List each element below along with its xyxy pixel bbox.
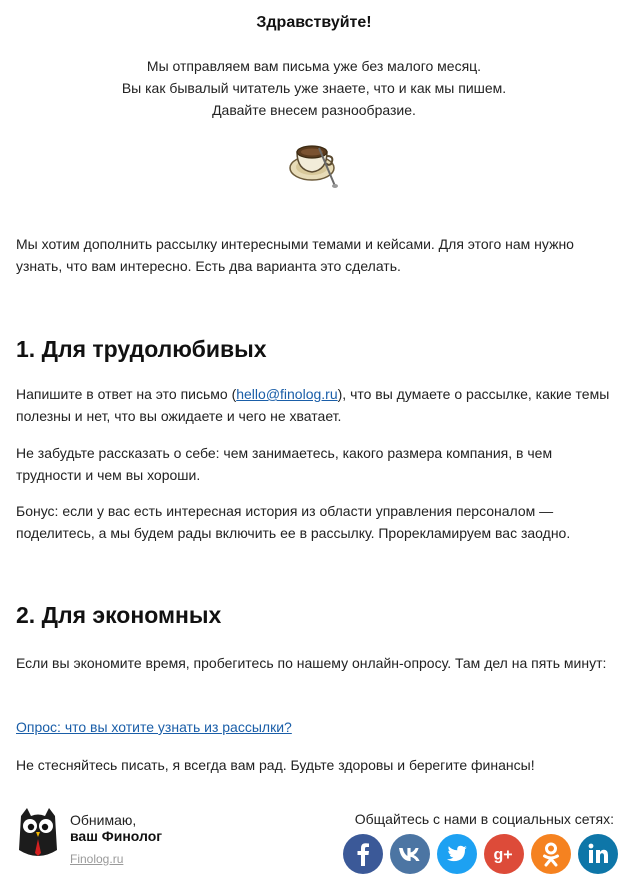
vk-icon[interactable] [390, 834, 430, 874]
section1-paragraph-2: Не забудьте рассказать о себе: чем занимаетесь, какого размера компания, в чем трудности и чем вы хороши. [16, 445, 553, 483]
text: Напишите в ответ на это письмо ( [16, 386, 237, 402]
site-link[interactable]: Finolog.ru [70, 852, 124, 866]
survey-link[interactable]: Опрос: что вы хотите узнать из рассылки? [16, 719, 292, 735]
section-heading: 2. Для экономных [16, 602, 222, 628]
intro-line: Вы как бывалый читатель уже знаете, что и как мы пишем. [121, 80, 507, 96]
facebook-icon[interactable] [343, 834, 383, 874]
intro-line: Мы отправляем вам письма уже без малого месяц. [146, 58, 482, 74]
google-plus-icon[interactable] [484, 834, 524, 874]
text: ), что вы думаете о рассылке, какие темы полезны и нет, что вы ожидаете и чего не хватает. [16, 386, 610, 424]
intro-text [0, 55, 628, 121]
section1-paragraph-1 [16, 383, 616, 427]
survey-paragraph [16, 716, 616, 738]
owl-logo-icon [17, 806, 59, 862]
social-title: Общайтесь с нами в социальных сетях: [354, 811, 614, 827]
section1-paragraph-3: Бонус: если у вас есть интересная история из области управления персоналом — поделитесь, а мы будем рады включить ее в рассылку. Прорекламируем вас заодно. [16, 503, 571, 541]
closing-paragraph: Не стесняйтесь писать, я всегда вам рад. Будьте здоровы и берегите финансы! [16, 757, 535, 773]
odnoklassniki-icon[interactable] [531, 834, 571, 874]
section-heading: 1. Для трудолюбивых [16, 336, 267, 362]
linkedin-icon[interactable] [578, 834, 618, 874]
coffee-cup-icon [285, 134, 341, 190]
section2-paragraph-1: Если вы экономите время, пробегитесь по нашему онлайн-опросу. Там дел на пять минут: [16, 655, 607, 671]
twitter-icon[interactable] [437, 834, 477, 874]
email-link[interactable]: hello@finolog.ru [236, 386, 338, 402]
signature: ваш Финолог [70, 828, 163, 844]
lead-paragraph: Мы хотим дополнить рассылку интересными темами и кейсами. Для этого нам нужно узнать, что вам интересно. Есть два варианта это сделать. [16, 236, 574, 274]
greeting: Здравствуйте! [256, 14, 372, 31]
svg-text:g+: g+ [493, 846, 513, 864]
intro-line: Давайте внесем разнообразие. [212, 102, 416, 118]
hug-text: Обнимаю, [70, 812, 137, 828]
